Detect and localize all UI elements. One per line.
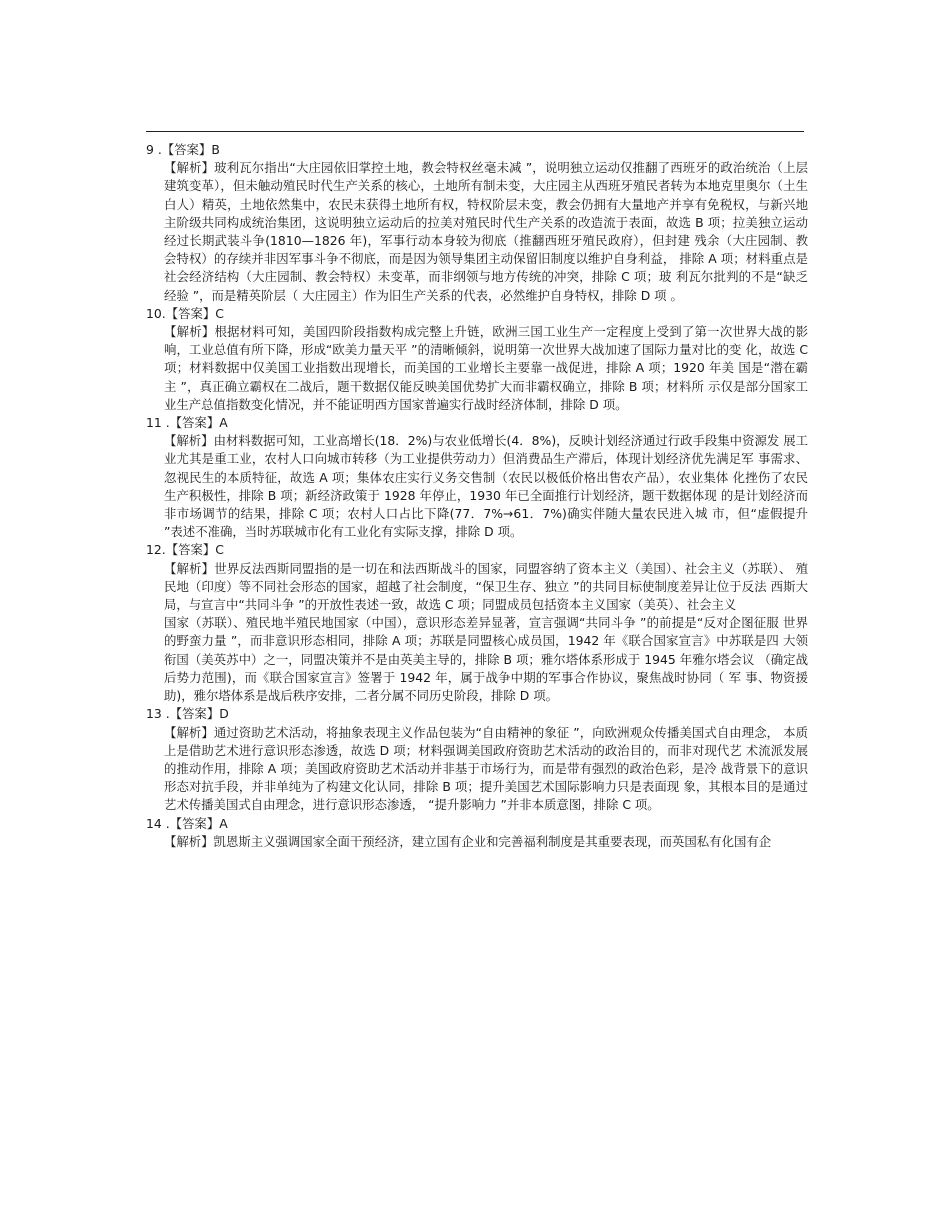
explanation: [164, 323, 808, 414]
answer-line: 13 .【答案】D: [146, 706, 229, 722]
question-13: [146, 705, 808, 814]
question-12: [146, 541, 808, 705]
explanation-paragraph: 【解析】通过资助艺术活动，将抽象表现主义作品包装为“自由精神的象征 ”，向欧洲观众传播美国式自由理念， 本质上是借助艺术进行意识形态渗透，故选 D 项；材料强调美国政府资助艺术活动的政治目的，而非对现代艺 术流派发展的推动作用，排除 A 项；美国政府资助艺术活动并非基于市场行为，而是带有强烈的政治色彩，是冷 战背景下的意识形态对抗手段，并非单纯为了构建文化认同，排除 B 项；提升美国艺术国际影响力只是表面现 象，其根本目的是通过艺术传播美国式自由理念，进行意识形态渗透， “提升影响力 ”并非本质意图，排除 C 项。: [164, 724, 808, 813]
answer-line: 10.【答案】C: [146, 305, 224, 321]
answer-line: 14 .【答案】A: [146, 815, 228, 831]
explanation-paragraph: 【解析】由材料数据可知，工业高增长(18．2%)与农业低增长(4．8%)，反映计划经济通过行政手段集中资源发 展工业尤其是重工业，农村人口向城市转移（为工业提供劳动力）但消费品生产滞后，体现计划经济优先满足军 事需求、忽视民生的本质特征，故选 A 项；集体农庄实行义务交售制（农民以极低价格出售农产品），农业集体 化挫伤了农民生产积极性，排除 B 项；新经济政策于 1928 年停止，1930 年已全面推行计划经济，题干数据体现 的是计划经济而非市场调节的结果，排除 C 项；农村人口占比下降(77．7%→61．7%)确实伴随大量农民进入城 市，但“虚假提升 ”表述不准确，当时苏联城市化有工业化有实际支撑，排除 D 项。: [164, 433, 808, 540]
explanation-paragraph: 【解析】玻利瓦尔指出“大庄园依旧掌控土地，教会特权丝毫未减 ”，说明独立运动仅推翻了西班牙的政治统治（上层建筑变革），但未触动殖民时代生产关系的核心，土地所有制未变，大庄园主从西班牙殖民者转为本地克里奥尔（土生白人）精英，土地依然集中，农民未获得土地所有权，特权阶层未变，教会仍拥有大量地产并享有免税权，与新兴地主阶级共同构成统治集团，这说明独立运动后的拉美对殖民时代生产关系的改造流于表面，故选 B 项；拉美独立运动经过长期武装斗争(1810—1826 年)，军事行动本身较为彻底（推翻西班牙殖民政府），但封建 残余（大庄园制、教会特权）的存续并非因军事斗争不彻底，而是因为领导集团主动保留旧制度以维护自身利益， 排除 A 项；材料重点是社会经济结构（大庄园制、教会特权）未变革，而非纲领与地方传统的冲突，排除 C 项；玻 利瓦尔批判的不是“缺乏经验 ”，而是精英阶层（ 大庄园主）作为旧生产关系的代表，必然维护自身特权，排除 D 项 。: [164, 160, 808, 303]
explanation-paragraph: 【解析】凯恩斯主义强调国家全面干预经济，建立国有企业和完善福利制度是其重要表现，而英国私有化国有企: [164, 833, 772, 849]
answer-explanations: [146, 141, 808, 851]
question-9: [146, 141, 808, 305]
explanation: [164, 560, 808, 706]
explanation-paragraph: 【解析】根据材料可知，美国四阶段指数构成完整上升链，欧洲三国工业生产一定程度上受到了第一次世界大战的影响，工业总值有所下降，形成“欧美力量天平 ”的清晰倾斜，说明第一次世界大战加速了国际力量对比的变 化，故选 C 项；材料数据中仅美国工业指数出现增长，而美国的工业增长主要靠一战促进，排除 A 项；1920 年美 国是“潜在霸主 ”，真正确立霸权在二战后，题干数据仅能反映美国优势扩大而非霸权确立，排除 B 项；材料所 示仅是部分国家工业生产总值指数变化情况，并不能证明西方国家普遍实行战时经济体制，排除 D 项。: [164, 324, 808, 412]
explanation-paragraph: 【解析】世界反法西斯同盟指的是一切在和法西斯战斗的国家，同盟容纳了资本主义（美国）、社会主义（苏联）、 殖民地（印度）等不同社会形态的国家，超越了社会制度，“保卫生存、独立 ”的共同目标使制度差异让位于反法 西斯大局，与宣言中“共同斗争 ”的开放性表述一致，故选 C 项；同盟成员包括资本主义国家（美英）、社会主义: [164, 560, 808, 613]
explanation: [164, 432, 808, 541]
answer-line: 11 .【答案】A: [146, 415, 228, 431]
question-11: [146, 414, 808, 541]
explanation-paragraph: 国家（苏联）、殖民地半殖民地国家（中国），意识形态差异显著，宣言强调“共同斗争 ”的前提是“反对企图征服 世界的野蛮力量 ”，而非意识形态相同，排除 A 项；苏联是同盟核心成员国，1942 年《联合国家宣言》中苏联是四 大领衔国（美英苏中）之一，同盟决策并不是由英美主导的，排除 B 项；雅尔塔体系形成于 1945 年雅尔塔会议 （确定战后势力范围)，而《联合国家宣言》签署于 1942 年，属于战争中期的军事合作协议，聚焦战时协同（ 军 事、物资援助)，雅尔塔体系是战后秩序安排，二者分属不同历史阶段，排除 D 项。: [164, 615, 808, 704]
answer-line: 9 .【答案】B: [146, 142, 220, 157]
explanation: [164, 833, 808, 851]
explanation: [164, 724, 808, 815]
header-rule: [146, 131, 804, 132]
explanation: [164, 159, 808, 305]
question-10: [146, 305, 808, 414]
answer-line: 12.【答案】C: [146, 542, 224, 558]
question-14: [146, 815, 808, 851]
